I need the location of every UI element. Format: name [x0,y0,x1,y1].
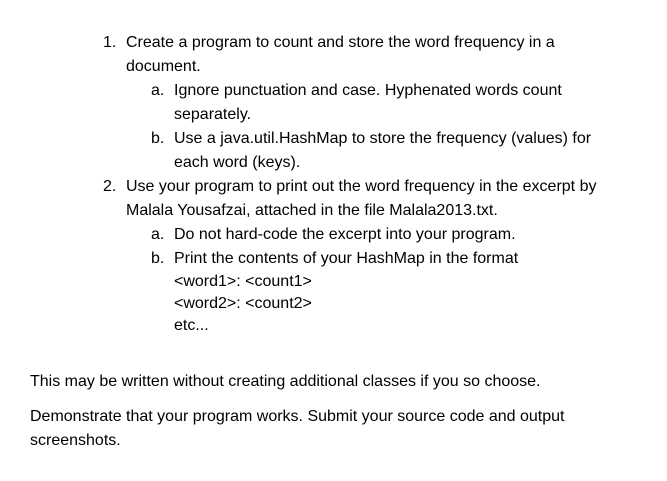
item-1b-letter: b. [151,130,165,147]
item-2b-line-1: Print the contents of your HashMap in the format [174,250,519,267]
paragraph-submit-line-1: Demonstrate that your program works. Submit your source code and output [30,408,565,425]
paragraph-submit-line-2: screenshots. [30,432,121,449]
item-2-number: 2. [103,178,117,195]
item-1a-line-2: separately. [174,106,252,123]
item-1-number: 1. [103,34,117,51]
item-2b-format-line-1: <word1>: <count1> [174,273,312,290]
item-2b-format-line-2: <word2>: <count2> [174,295,312,312]
paragraph-classes-note: This may be written without creating additional classes if you so choose. [30,373,541,390]
item-1-text-line-2: document. [126,58,201,75]
item-2b-format-line-3: etc... [174,317,209,334]
item-1b-line-2: each word (keys). [174,154,301,171]
item-2a-line-1: Do not hard-code the excerpt into your program. [174,226,516,243]
item-1-text-line-1: Create a program to count and store the word frequency in a [126,34,555,51]
item-1b-line-1: Use a java.util.HashMap to store the frequency (values) for [174,130,592,147]
item-2b-letter: b. [151,250,165,267]
item-2-text-line-1: Use your program to print out the word frequency in the excerpt by [126,178,597,195]
item-1a-letter: a. [151,82,165,99]
item-2-text-line-2: Malala Yousafzai, attached in the file Malala2013.txt. [126,202,498,219]
item-2a-letter: a. [151,226,165,243]
item-1a-line-1: Ignore punctuation and case. Hyphenated words count [174,82,562,99]
